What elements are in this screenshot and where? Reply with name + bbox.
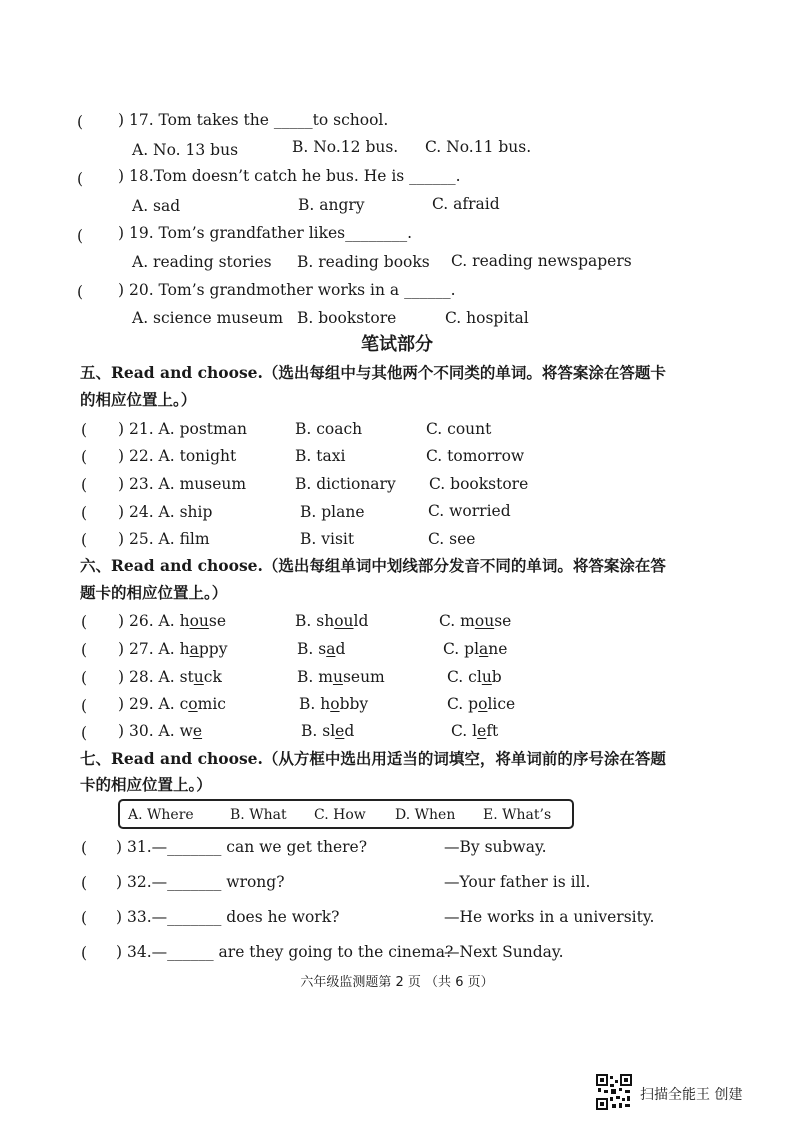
option-b: B. plane (300, 503, 365, 521)
page-footer: 六年级监测题第 2 页 （共 6 页） (300, 975, 494, 990)
word-option-e: E. What’s (483, 807, 552, 823)
answer-paren[interactable]: ( (81, 531, 88, 549)
word-option-a: A. Where (128, 807, 194, 823)
answer-text: —By subway. (444, 838, 547, 856)
option-b: B. coach (295, 420, 363, 438)
section-7-instruction: 七、Read and choose.（从方框中选出用适当的词填空，将单词前的序号涂在答题 (80, 749, 666, 768)
option-c: C. club (447, 668, 502, 686)
question-stem: ) 34.—______ are they going to the cinema? (116, 943, 454, 961)
option-c: C. police (447, 695, 516, 713)
option-b: B. museum (297, 668, 385, 686)
option-a: ) 26. A. house (118, 612, 227, 630)
option-c: C. hospital (445, 309, 529, 327)
question-stem: ) 33.—_______ does he work? (116, 908, 340, 926)
option-c: C. count (426, 420, 492, 438)
option-c: C. No.11 bus. (425, 138, 532, 156)
answer-paren[interactable]: ( (81, 724, 88, 742)
option-a: A. reading stories (132, 253, 272, 271)
answer-paren[interactable]: ( (77, 283, 84, 301)
section-6-instruction: 六、Read and choose.（选出每组单词中划线部分发音不同的单词。将答案涂在答 (80, 556, 666, 575)
option-b: B. reading books (297, 253, 430, 271)
question-stem: ) 17. Tom takes the _____to school. (118, 111, 389, 129)
option-b: B. angry (298, 196, 365, 214)
option-a: ) 28. A. stuck (118, 668, 222, 686)
answer-paren[interactable]: ( (81, 421, 88, 439)
option-a: ) 29. A. comic (118, 695, 226, 713)
answer-text: —Next Sunday. (444, 943, 564, 961)
option-a: A. No. 13 bus (132, 141, 239, 159)
option-b: B. No.12 bus. (292, 138, 399, 156)
option-a: ) 22. A. tonight (118, 447, 237, 465)
question-stem: ) 18.Tom doesn’t catch he bus. He is ______. (118, 167, 461, 185)
answer-paren[interactable]: ( (81, 504, 88, 522)
answer-paren[interactable]: ( (81, 874, 88, 892)
question-stem: ) 31.—_______ can we get there? (116, 838, 368, 856)
answer-text: —Your father is ill. (444, 873, 591, 891)
answer-paren[interactable]: ( (81, 839, 88, 857)
option-b: B. taxi (295, 447, 346, 465)
word-bank-box (118, 799, 574, 829)
answer-paren[interactable]: ( (81, 669, 88, 687)
question-stem: ) 32.—_______ wrong? (116, 873, 285, 891)
answer-paren[interactable]: ( (81, 476, 88, 494)
option-b: B. should (295, 612, 369, 630)
option-a: ) 30. A. we (118, 722, 203, 740)
written-part-title: 笔试部分 (361, 334, 433, 355)
option-b: B. visit (300, 530, 355, 548)
option-a: ) 21. A. postman (118, 420, 247, 438)
option-c: C. bookstore (429, 475, 529, 493)
section-5-instruction-cont: 的相应位置上。） (80, 390, 197, 409)
section-6-instruction-cont: 题卡的相应位置上。） (80, 583, 228, 602)
option-a: A. science museum (132, 309, 284, 327)
option-c: C. afraid (432, 195, 500, 213)
option-a: ) 27. A. happy (118, 640, 228, 658)
option-a: A. sad (132, 197, 181, 215)
option-c: C. reading newspapers (451, 252, 632, 270)
option-b: B. dictionary (295, 475, 396, 493)
section-5-instruction: 五、Read and choose.（选出每组中与其他两个不同类的单词。将答案涂在答题卡 (80, 363, 666, 382)
option-b: B. sled (301, 722, 355, 740)
option-b: B. hobby (299, 695, 369, 713)
answer-paren[interactable]: ( (77, 227, 84, 245)
option-a: ) 23. A. museum (118, 475, 247, 493)
answer-text: —He works in a university. (444, 908, 655, 926)
option-c: C. mouse (439, 612, 512, 630)
word-option-c: C. How (314, 807, 366, 823)
option-c: C. worried (428, 502, 511, 520)
option-b: B. bookstore (297, 309, 397, 327)
scanner-brand-label: 扫描全能王 创建 (640, 1087, 743, 1103)
option-a: ) 25. A. film (118, 530, 210, 548)
qr-code-icon (596, 1074, 632, 1110)
answer-paren[interactable]: ( (81, 697, 88, 715)
answer-paren[interactable]: ( (81, 448, 88, 466)
option-a: ) 24. A. ship (118, 503, 213, 521)
option-c: C. see (428, 530, 476, 548)
section-7-instruction-cont: 卡的相应位置上。） (80, 775, 212, 794)
option-c: C. left (451, 722, 499, 740)
word-option-b: B. What (230, 807, 287, 823)
question-stem: ) 19. Tom’s grandfather likes________. (118, 224, 413, 242)
word-option-d: D. When (395, 807, 456, 823)
option-c: C. tomorrow (426, 447, 525, 465)
answer-paren[interactable]: ( (77, 113, 84, 131)
option-c: C. plane (443, 640, 508, 658)
question-stem: ) 20. Tom’s grandmother works in a ______. (118, 281, 456, 299)
answer-paren[interactable]: ( (77, 170, 84, 188)
answer-paren[interactable]: ( (81, 613, 88, 631)
option-b: B. sad (297, 640, 346, 658)
answer-paren[interactable]: ( (81, 909, 88, 927)
answer-paren[interactable]: ( (81, 641, 88, 659)
answer-paren[interactable]: ( (81, 944, 88, 962)
